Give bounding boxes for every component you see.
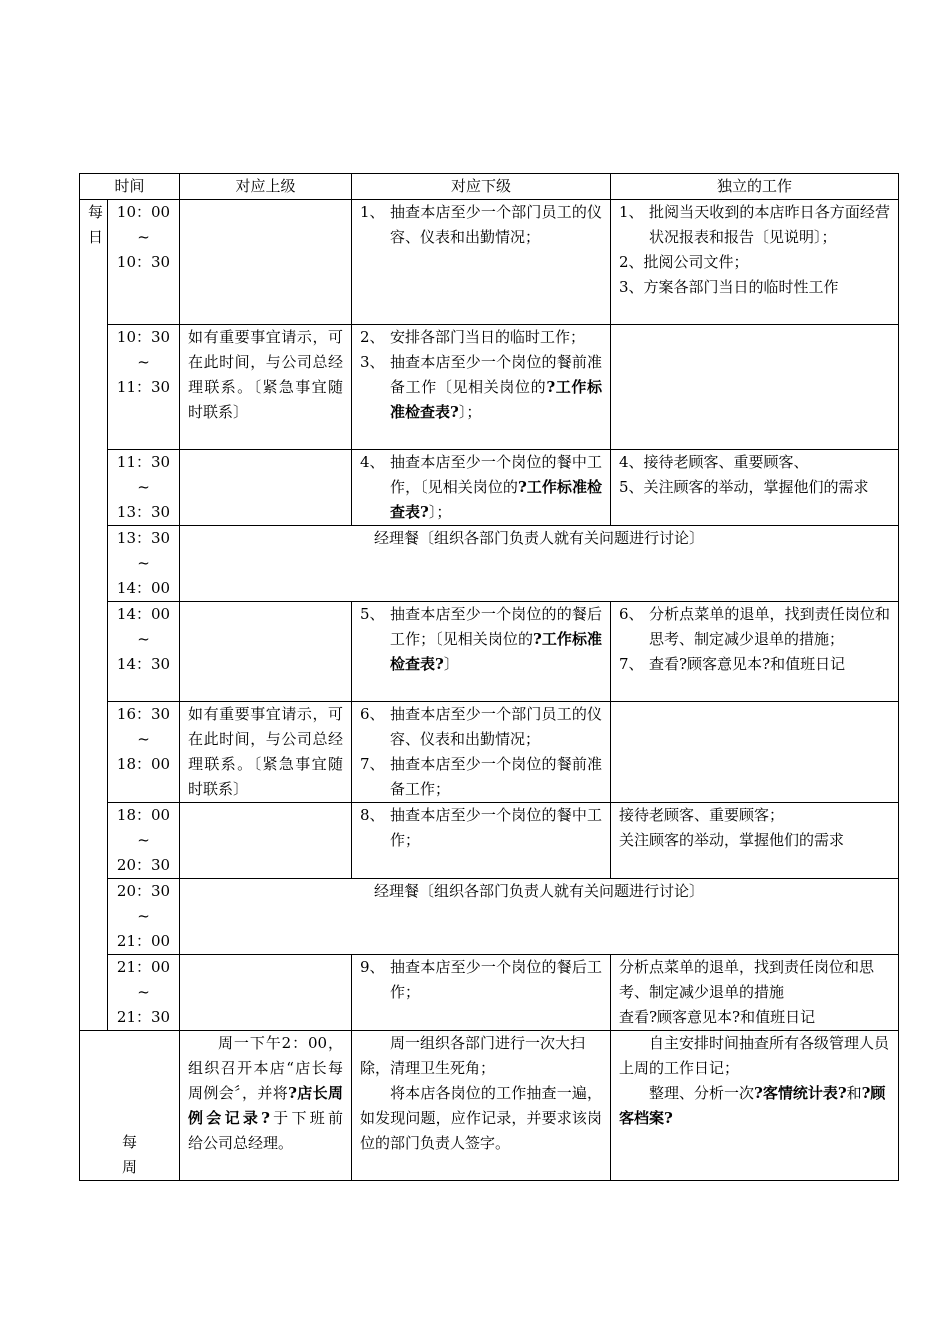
time-cell (108, 450, 180, 526)
independent-cell (611, 325, 899, 450)
manager-meal-cell: 经理餐〔组织各部门负责人就有关问题进行讨论〕 (180, 879, 899, 955)
time-end: 13：30 (116, 503, 171, 521)
daily-row (80, 955, 899, 1031)
independent-item-text: 查看?顾客意见本?和值班日记 (649, 655, 846, 673)
subordinate-item (360, 450, 602, 525)
weekly-independent-cell (611, 1031, 899, 1181)
time-sep: ~ (137, 730, 150, 748)
independent-item (619, 652, 890, 677)
subordinate-item (360, 702, 602, 752)
time-sep: ~ (137, 228, 150, 246)
time-sep: ~ (137, 907, 150, 925)
subordinate-item-number: 7、 (360, 755, 385, 773)
independent-item (619, 200, 890, 250)
weekly-subordinate-p2: 将本店各岗位的工作抽查一遍，如发现问题，应作记录，并要求该岗位的部门负责人签字。 (360, 1084, 603, 1152)
time-sep: ~ (137, 478, 150, 496)
manager-meal-cell: 经理餐〔组织各部门负责人就有关问题进行讨论〕 (180, 526, 899, 602)
time-cell (108, 879, 180, 955)
subordinate-item-number: 5、 (360, 605, 385, 623)
superior-cell (180, 200, 352, 325)
superior-cell (180, 450, 352, 526)
time-cell (108, 200, 180, 325)
subordinate-item-number: 1、 (360, 203, 385, 221)
weekly-subordinate-cell (352, 1031, 611, 1181)
superior-cell (180, 803, 352, 879)
daily-row (80, 450, 899, 526)
independent-cell (611, 602, 899, 702)
subordinate-cell (352, 450, 611, 526)
time-cell (108, 526, 180, 602)
independent-item: 关注顾客的举动，掌握他们的需求 (619, 831, 845, 849)
daily-row (80, 325, 899, 450)
independent-item: 2、批阅公司文件； (619, 253, 749, 271)
subordinate-item-number: 4、 (360, 453, 385, 471)
subordinate-item (360, 803, 602, 853)
daily-label (80, 200, 108, 1031)
time-sep: ~ (137, 983, 150, 1001)
time-sep: ~ (137, 630, 150, 648)
daily-row (80, 803, 899, 879)
time-end: 14：30 (116, 655, 171, 673)
independent-item-number: 7、 (619, 655, 644, 673)
independent-item-number: 6、 (619, 605, 644, 623)
time-end: 11：30 (116, 378, 171, 396)
independent-item (619, 602, 890, 652)
subordinate-item-number: 3、 (360, 353, 385, 371)
time-end: 21：30 (116, 1008, 171, 1026)
time-start: 21：00 (116, 958, 171, 976)
independent-item: 接待老顾客、重要顾客； (619, 806, 785, 824)
independent-item: 5、关注顾客的举动，掌握他们的需求 (619, 478, 869, 496)
subordinate-item-text: 抽查本店至少一个岗位的的餐后工作；〔见相关岗位的?工作标准检查表?〕 (390, 605, 603, 673)
independent-cell (611, 200, 899, 325)
time-cell (108, 955, 180, 1031)
weekly-independent-bold1: ?客情统计表? (754, 1084, 847, 1102)
subordinate-cell (352, 602, 611, 702)
weekly-independent-p1: 自主安排时间抽查所有各级管理人员上周的工作日记； (619, 1034, 890, 1077)
weekly-label-char: 每 (122, 1133, 138, 1151)
header-superior: 对应上级 (180, 174, 352, 200)
subordinate-item-number: 8、 (360, 806, 385, 824)
independent-cell (611, 803, 899, 879)
time-cell (108, 602, 180, 702)
independent-cell (611, 955, 899, 1031)
header-row (80, 174, 899, 200)
subordinate-item-text: 抽查本店至少一个部门员工的仪容、仪表和出勤情况； (390, 705, 603, 748)
daily-row (80, 602, 899, 702)
independent-item-number: 1、 (619, 203, 644, 221)
subordinate-item-number: 6、 (360, 705, 385, 723)
time-cell (108, 702, 180, 803)
superior-cell: 如有重要事宜请示，可在此时间，与公司总经理联系。〔紧急事宜随时联系〕 (180, 702, 352, 803)
time-start: 10：00 (116, 203, 171, 221)
independent-item-text: 批阅当天收到的本店昨日各方面经营状况报表和报告〔见说明〕； (649, 203, 891, 246)
time-start: 14：00 (116, 605, 171, 623)
independent-cell (611, 450, 899, 526)
independent-item: 4、接待老顾客、重要顾客、 (619, 453, 809, 471)
subordinate-cell (352, 325, 611, 450)
subordinate-item-text: 抽查本店至少一个岗位的餐后工作； (390, 958, 603, 1001)
superior-cell (180, 955, 352, 1031)
daily-label-char: 每 (88, 203, 104, 221)
weekly-label (80, 1031, 180, 1181)
subordinate-item-bold: ?工作标准检查表? (390, 478, 603, 521)
time-start: 16：30 (116, 705, 171, 723)
weekly-subordinate-p1: 周一组织各部门进行一次大扫除，清理卫生死角； (360, 1034, 586, 1077)
time-end: 21：00 (116, 932, 171, 950)
time-sep: ~ (137, 554, 150, 572)
subordinate-item (360, 602, 602, 677)
independent-item: 查看?顾客意见本?和值班日记 (619, 1008, 816, 1026)
subordinate-item-bold: ?工作标准检查表? (390, 630, 603, 673)
subordinate-item (360, 350, 602, 425)
header-independent: 独立的工作 (611, 174, 899, 200)
time-start: 10：30 (116, 328, 171, 346)
daily-row (80, 200, 899, 325)
time-end: 14：00 (116, 579, 171, 597)
subordinate-item-text: 抽查本店至少一个岗位的餐前准备工作〔见相关岗位的?工作标准检查表?〕； (390, 353, 603, 421)
weekly-superior-cell (180, 1031, 359, 1181)
time-cell (108, 325, 180, 450)
subordinate-item-number: 9、 (360, 958, 385, 976)
independent-item: 分析点菜单的退单，找到责任岗位和思考、制定减少退单的措施 (619, 958, 875, 1001)
time-start: 20：30 (116, 882, 171, 900)
subordinate-item (360, 752, 602, 802)
weekly-superior-text: 周一下午2：00，组织召开本店“店长每周例会〞，并将?店长周例会记录?于下班前 给公司总经理。 (188, 1034, 359, 1152)
weekly-superior-bold: ?店长周例会记录? (188, 1084, 344, 1127)
weekly-row (80, 1031, 899, 1181)
time-end: 10：30 (116, 253, 171, 271)
subordinate-item (360, 955, 602, 1005)
subordinate-item-text: 抽查本店至少一个岗位的餐中工作； (390, 806, 603, 849)
subordinate-item-text: 抽查本店至少一个岗位的餐中工作，〔见相关岗位的?工作标准检查表?〕； (390, 453, 603, 521)
time-start: 13：30 (116, 529, 171, 547)
subordinate-item (360, 325, 602, 350)
subordinate-item-text: 抽查本店至少一个岗位的餐前准备工作； (390, 755, 603, 798)
subordinate-item (360, 200, 602, 250)
time-cell (108, 803, 180, 879)
superior-cell (180, 602, 352, 702)
time-end: 20：30 (116, 856, 171, 874)
header-time: 时间 (80, 174, 180, 200)
independent-item: 3、方案各部门当日的临时性工作 (619, 278, 839, 296)
subordinate-cell (352, 803, 611, 879)
weekly-independent-bold2: ?顾客档案? (619, 1084, 886, 1127)
independent-cell (611, 702, 899, 803)
daily-row (80, 702, 899, 803)
superior-cell: 如有重要事宜请示，可在此时间，与公司总经理联系。〔紧急事宜随时联系〕 (180, 325, 352, 450)
time-sep: ~ (137, 831, 150, 849)
subordinate-item-text: 抽查本店至少一个部门员工的仪容、仪表和出勤情况； (390, 203, 603, 246)
subordinate-item-number: 2、 (360, 328, 385, 346)
subordinate-cell (352, 200, 611, 325)
daily-row (80, 526, 899, 602)
header-subordinate: 对应下级 (352, 174, 611, 200)
daily-label-char: 日 (88, 228, 104, 246)
schedule-table (79, 173, 899, 1181)
time-start: 11：30 (116, 453, 171, 471)
time-sep: ~ (137, 353, 150, 371)
subordinate-item-text: 安排各部门当日的临时工作； (390, 328, 586, 346)
daily-row (80, 879, 899, 955)
subordinate-item-bold: ?工作标准检查表? (390, 378, 603, 421)
subordinate-cell (352, 702, 611, 803)
independent-item-text: 分析点菜单的退单，找到责任岗位和思考、制定减少退单的措施； (649, 605, 891, 648)
weekly-label-char: 周 (122, 1158, 138, 1176)
subordinate-cell (352, 955, 611, 1031)
weekly-independent-p2: 整理、分析一次?客情统计表?和?顾客档案? (619, 1084, 886, 1127)
time-start: 18：00 (116, 806, 171, 824)
time-end: 18：00 (116, 755, 171, 773)
